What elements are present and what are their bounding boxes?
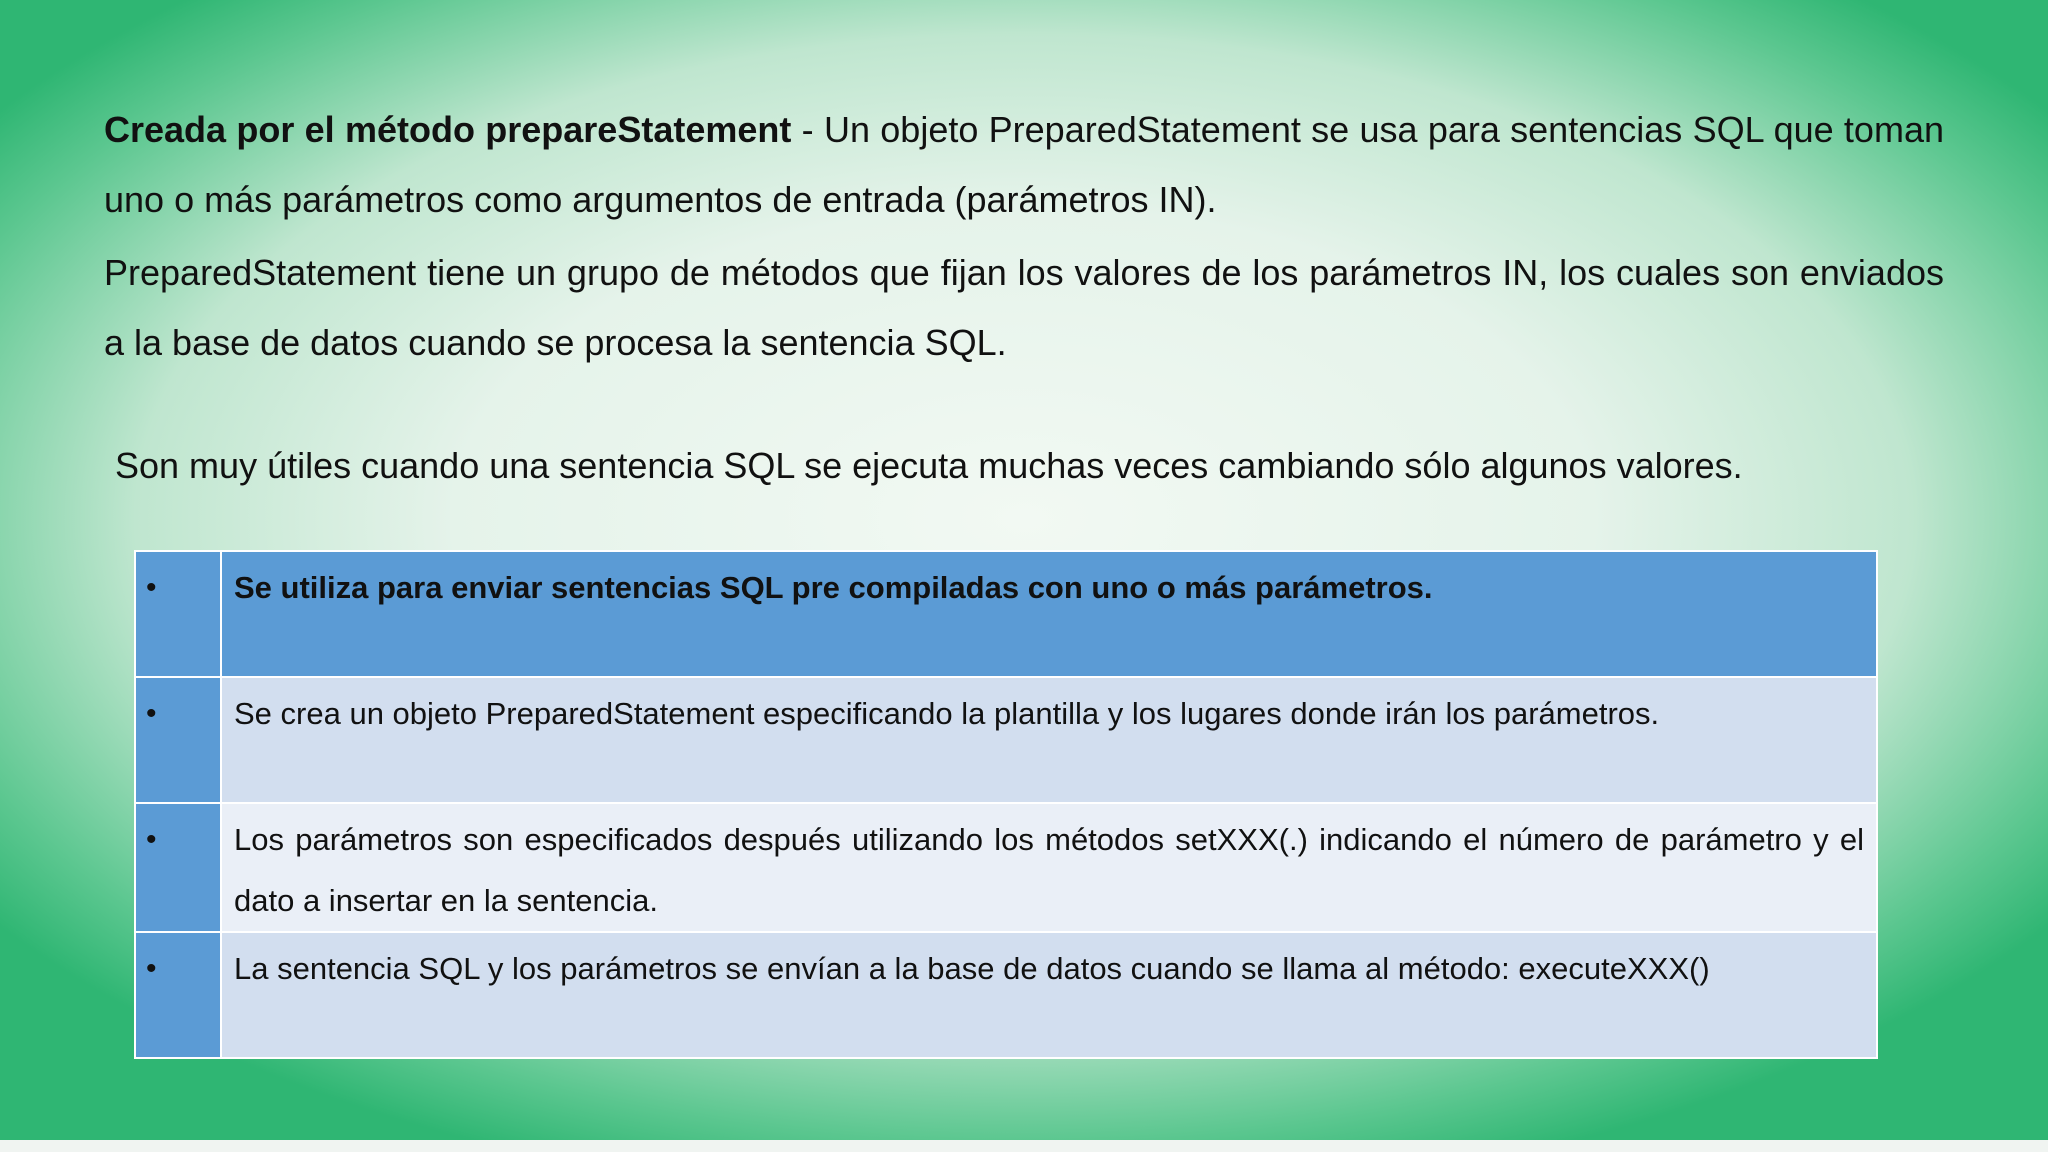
- table-row: [135, 677, 1877, 803]
- features-table: [134, 550, 1878, 1059]
- table-cell-text: Los parámetros son especificados después utilizando los métodos setXXX(.) indicando el número de parámetro y el dato a insertar en la sentencia.: [221, 803, 1877, 932]
- bottom-border: [0, 1140, 2048, 1152]
- bullet-icon: •: [146, 697, 157, 730]
- table-row: [135, 551, 1877, 677]
- table-cell-text: La sentencia SQL y los parámetros se envían a la base de datos cuando se llama al método: executeXXX(): [221, 932, 1877, 1058]
- bullet-icon: •: [146, 952, 157, 985]
- bullet-cell: [135, 677, 221, 803]
- table-cell-text: Se utiliza para enviar sentencias SQL pre compiladas con uno o más parámetros.: [221, 551, 1877, 677]
- bullet-icon: •: [146, 571, 157, 604]
- intro-bold-label: Creada por el método prepareStatement: [104, 109, 792, 150]
- methods-paragraph: PreparedStatement tiene un grupo de métodos que fijan los valores de los parámetros IN, los cuales son enviados a la base de datos cuando se procesa la sentencia SQL.: [104, 252, 1944, 363]
- bullet-icon: •: [146, 823, 157, 856]
- table-row: [135, 932, 1877, 1058]
- table-cell-text: Se crea un objeto PreparedStatement especificando la plantilla y los lugares donde irán los parámetros.: [221, 677, 1877, 803]
- usefulness-paragraph: Son muy útiles cuando una sentencia SQL se ejecuta muchas veces cambiando sólo algunos valores.: [115, 445, 1743, 486]
- intro-paragraph: [104, 95, 1944, 235]
- table-row: [135, 803, 1877, 932]
- bullet-cell: [135, 932, 221, 1058]
- bullet-cell: [135, 551, 221, 677]
- intro-text: - Un objeto PreparedStatement se usa para sentencias SQL que toman uno o más parámetros como argumentos de entrada (parámetros IN).: [104, 109, 1944, 220]
- bullet-cell: [135, 803, 221, 932]
